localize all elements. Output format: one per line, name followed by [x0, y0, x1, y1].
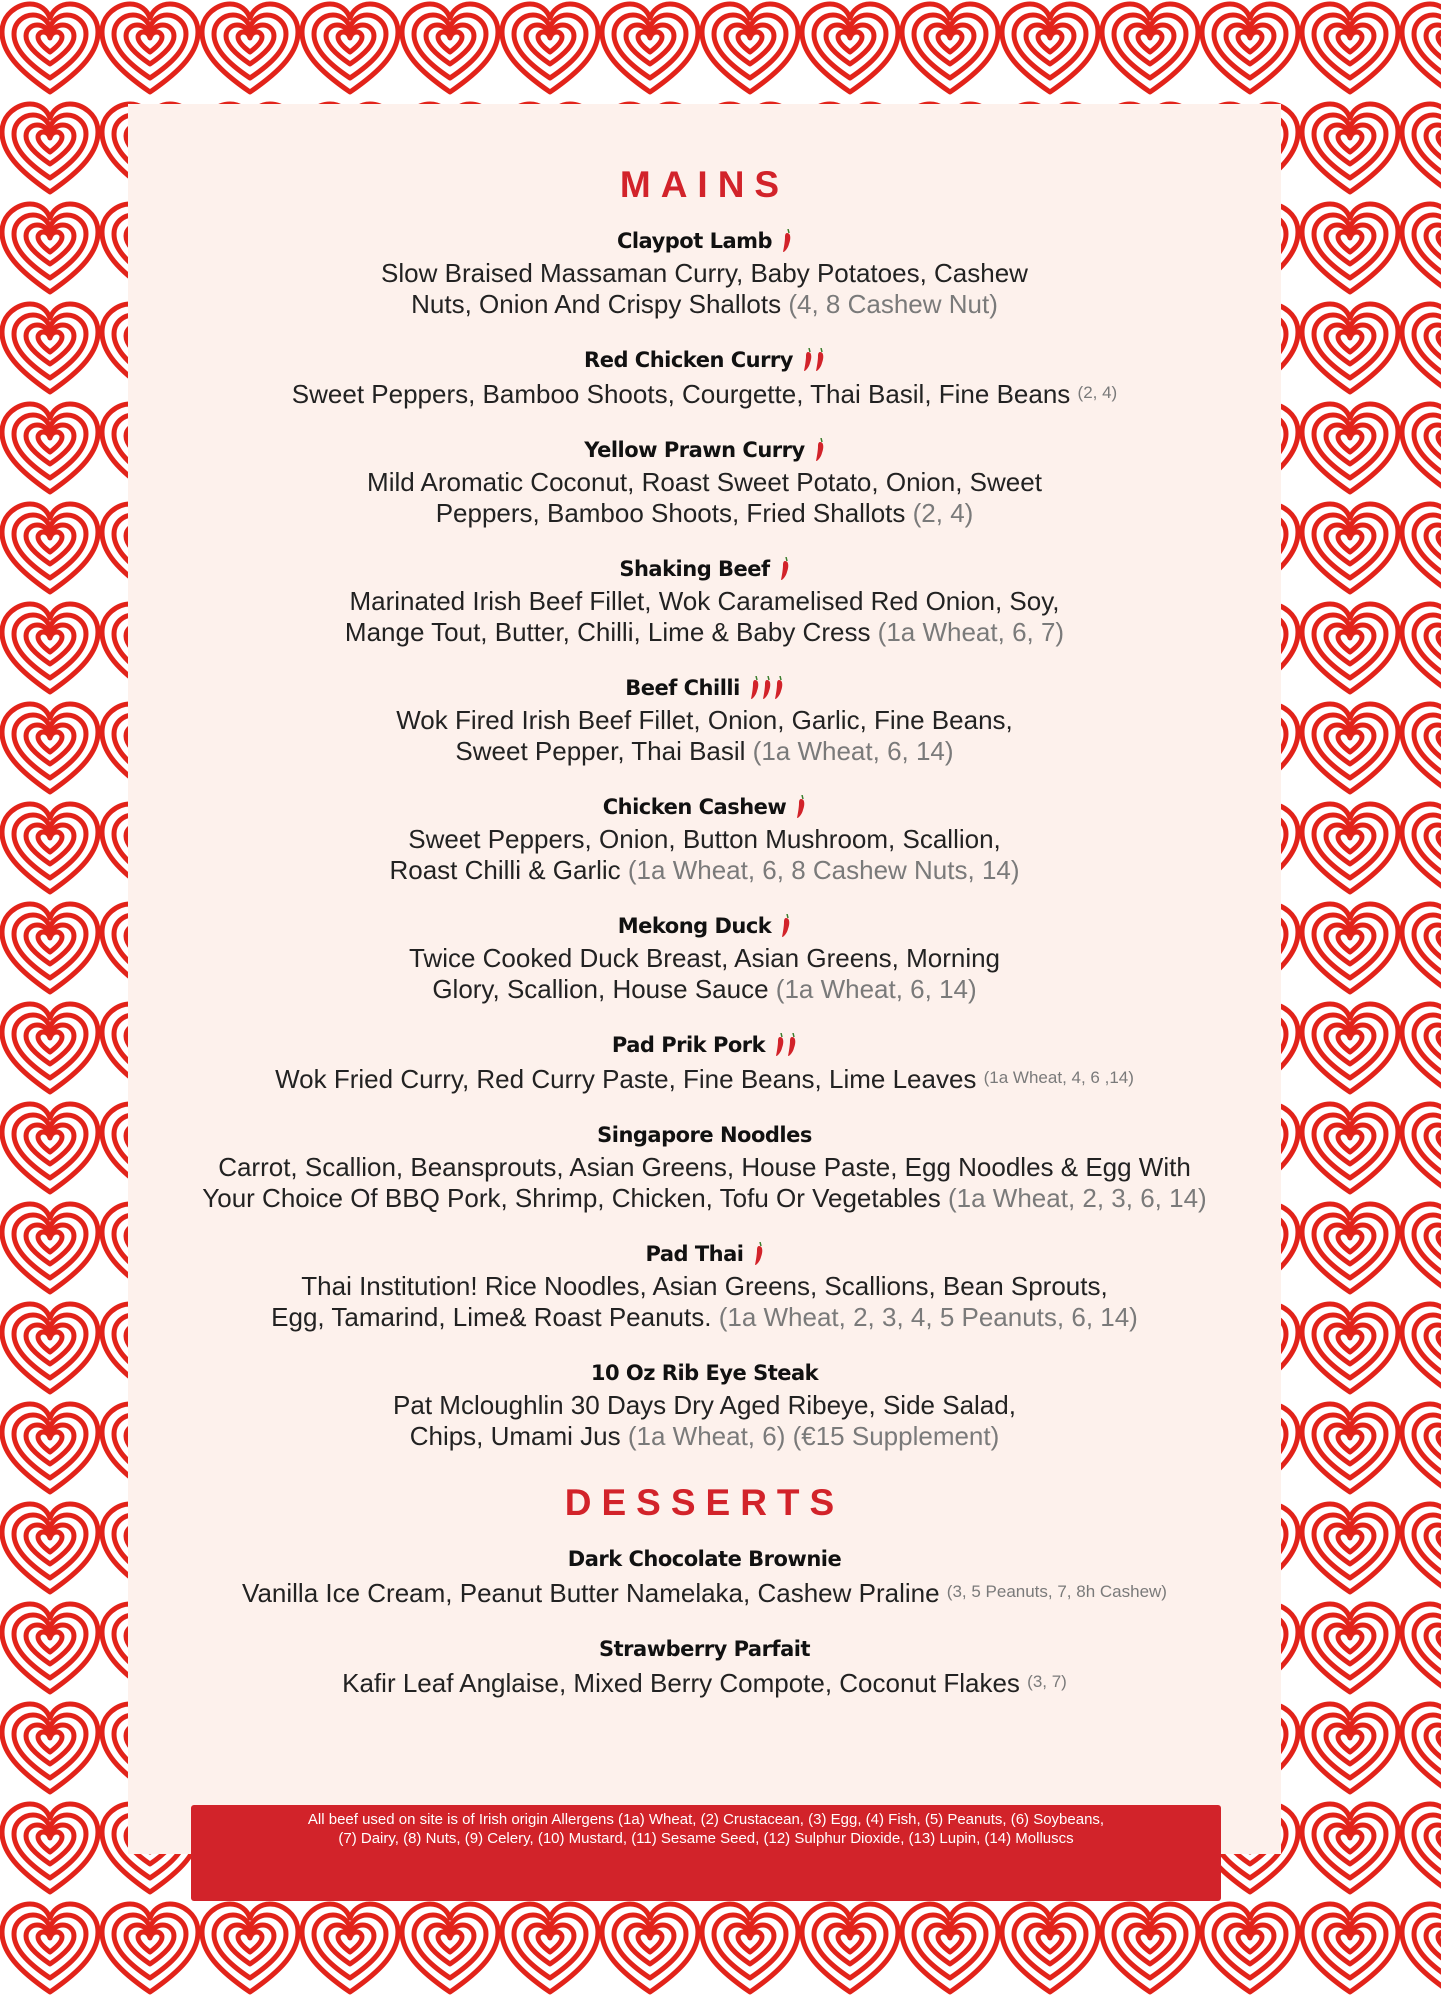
description-line [128, 467, 1281, 498]
menu-item-description [128, 1666, 1281, 1699]
description-text: Slow Braised Massaman Curry, Baby Potatoes, Cashew [381, 258, 1028, 288]
menu-content [128, 104, 1281, 1724]
spice-level [782, 229, 792, 253]
description-text: Peppers, Bamboo Shoots, Fried Shallots [435, 498, 913, 528]
menu-item-title-row [612, 1030, 797, 1060]
description-line [128, 1062, 1281, 1095]
description-text: Your Choice Of BBQ Pork, Shrimp, Chicken, Tofu Or Vegetables [202, 1183, 948, 1213]
menu-item [128, 673, 1281, 767]
spice-level [796, 795, 806, 819]
chilli-icon [815, 438, 825, 462]
description-line [128, 1271, 1281, 1302]
chilli-icon [787, 1033, 797, 1057]
description-line [128, 289, 1281, 320]
menu-item-description [128, 1152, 1281, 1214]
mains-section-title: MAINS [619, 164, 790, 205]
description-text: Carrot, Scallion, Beansprouts, Asian Greens, House Paste, Egg Noodles & Egg With [218, 1152, 1191, 1182]
description-text: Sweet Pepper, Thai Basil [455, 736, 753, 766]
description-line [128, 498, 1281, 529]
description-line [128, 586, 1281, 617]
description-text: Wok Fired Irish Beef Fillet, Onion, Garlic, Fine Beans, [396, 705, 1013, 735]
chilli-icon [781, 914, 791, 938]
menu-item [128, 1358, 1281, 1452]
description-text: Mild Aromatic Coconut, Roast Sweet Potato, Onion, Sweet [367, 467, 1042, 497]
description-text: Nuts, Onion And Crispy Shallots [411, 289, 789, 319]
description-text: Mange Tout, Butter, Chilli, Lime & Baby Cress [344, 617, 878, 647]
description-line [128, 1666, 1281, 1699]
allergen-codes: (2, 4) [1077, 383, 1118, 402]
menu-item-title-row [584, 345, 825, 375]
allergen-codes: (1a Wheat, 6) (€15 Supplement) [627, 1421, 1000, 1451]
allergen-codes: (1a Wheat, 6, 14) [775, 974, 977, 1004]
menu-item-description [128, 1576, 1281, 1609]
description-text: Sweet Peppers, Bamboo Shoots, Courgette, Thai Basil, Fine Beans [291, 379, 1078, 409]
menu-item [128, 345, 1281, 410]
footer-line: All beef used on site is of Irish origin Allergens (1a) Wheat, (2) Crustacean, (3) Egg, (4) Fish, (5) Peanuts, (6) Soybeans, [307, 1811, 1105, 1828]
chilli-icon [774, 676, 784, 700]
desserts-items [128, 1544, 1281, 1699]
menu-item-name: Singapore Noodles [597, 1123, 812, 1147]
spice-level [754, 1242, 764, 1266]
description-line [128, 377, 1281, 410]
description-line [128, 1576, 1281, 1609]
menu-item-name: Red Chicken Curry [584, 348, 793, 372]
menu-item-name: Dark Chocolate Brownie [567, 1547, 842, 1571]
description-text: Roast Chilli & Garlic [389, 855, 628, 885]
chilli-icon [750, 676, 760, 700]
description-text: Chips, Umami Jus [409, 1421, 628, 1451]
description-text: Wok Fried Curry, Red Curry Paste, Fine Beans, Lime Leaves [275, 1064, 984, 1094]
menu-item-title-row [619, 554, 789, 584]
menu-item-title-row [591, 1358, 818, 1388]
menu-item-name: Shaking Beef [619, 557, 770, 581]
spice-level [780, 557, 790, 581]
menu-item-title-row [618, 911, 792, 941]
menu-item-name: Mekong Duck [617, 914, 772, 938]
allergen-codes: (1a Wheat, 2, 3, 4, 5 Peanuts, 6, 14) [718, 1302, 1138, 1332]
description-line [128, 974, 1281, 1005]
allergen-codes: (4, 8 Cashew Nut) [788, 289, 998, 319]
allergen-codes: (1a Wheat, 2, 3, 6, 14) [948, 1183, 1207, 1213]
allergen-codes: (1a Wheat, 4, 6 ,14) [983, 1068, 1134, 1087]
menu-item-description [128, 1390, 1281, 1452]
chilli-icon [796, 795, 806, 819]
menu-item [128, 1544, 1281, 1609]
allergen-footer [191, 1805, 1221, 1901]
allergen-codes: (3, 7) [1027, 1672, 1067, 1691]
menu-item-name: Beef Chilli [625, 676, 740, 700]
menu-item-description [128, 824, 1281, 886]
menu-item-description [128, 1271, 1281, 1333]
menu-item-name: Pad Prik Pork [611, 1033, 766, 1057]
menu-item-name: 10 Oz Rib Eye Steak [590, 1361, 819, 1385]
menu-item-title-row [597, 1120, 812, 1150]
menu-item-title-row [584, 435, 824, 465]
description-text: Marinated Irish Beef Fillet, Wok Caramelised Red Onion, Soy, [349, 586, 1060, 616]
menu-item-name: Strawberry Parfait [599, 1637, 810, 1661]
menu-item-description [128, 467, 1281, 529]
menu-item-title-row [599, 1634, 810, 1664]
description-line [128, 1390, 1281, 1421]
menu-item-title-row [568, 1544, 841, 1574]
allergen-codes: (2, 4) [912, 498, 974, 528]
menu-item-name: Pad Thai [645, 1242, 744, 1266]
spice-level [781, 914, 791, 938]
menu-item [128, 911, 1281, 1005]
menu-item [128, 554, 1281, 648]
description-line [128, 617, 1281, 648]
chilli-icon [780, 557, 790, 581]
menu-item-description [128, 377, 1281, 410]
menu-item [128, 435, 1281, 529]
menu-item [128, 1239, 1281, 1333]
menu-item [128, 226, 1281, 320]
description-line [128, 258, 1281, 289]
description-line [128, 824, 1281, 855]
menu-item [128, 792, 1281, 886]
allergen-codes: (1a Wheat, 6, 8 Cashew Nuts, 14) [627, 855, 1020, 885]
description-line [128, 1302, 1281, 1333]
menu-item-description [128, 705, 1281, 767]
description-text: Twice Cooked Duck Breast, Asian Greens, Morning [408, 943, 1001, 973]
description-line [128, 855, 1281, 886]
chilli-icon [762, 676, 772, 700]
menu-item-title-row [603, 792, 807, 822]
menu-item-name: Chicken Cashew [602, 795, 787, 819]
menu-item-title-row [646, 1239, 764, 1269]
allergen-codes: (1a Wheat, 6, 7) [877, 617, 1065, 647]
chilli-icon [754, 1242, 764, 1266]
spice-level [775, 1033, 797, 1057]
description-text: Sweet Peppers, Onion, Button Mushroom, Scallion, [408, 824, 1001, 854]
menu-item-name: Yellow Prawn Curry [584, 438, 805, 462]
description-text: Glory, Scallion, House Sauce [432, 974, 776, 1004]
menu-item-description [128, 1062, 1281, 1095]
chilli-icon [775, 1033, 785, 1057]
chilli-icon [782, 229, 792, 253]
description-text: Egg, Tamarind, Lime& Roast Peanuts. [271, 1302, 719, 1332]
menu-item [128, 1120, 1281, 1214]
description-line [128, 736, 1281, 767]
description-text: Pat Mcloughlin 30 Days Dry Aged Ribeye, Side Salad, [393, 1390, 1016, 1420]
footer-line: (7) Dairy, (8) Nuts, (9) Celery, (10) Mustard, (11) Sesame Seed, (12) Sulphur Dioxide, (13) Lupin, (14) Molluscs [338, 1830, 1074, 1847]
chilli-icon [815, 348, 825, 372]
mains-items [128, 226, 1281, 1452]
menu-item-description [128, 586, 1281, 648]
description-text: Vanilla Ice Cream, Peanut Butter Namelaka, Cashew Praline [242, 1578, 947, 1608]
menu-item-name: Claypot Lamb [616, 229, 773, 253]
menu-item [128, 1634, 1281, 1699]
menu-item [128, 1030, 1281, 1095]
menu-item-description [128, 943, 1281, 1005]
description-line [128, 1421, 1281, 1452]
menu-item-description [128, 258, 1281, 320]
menu-item-title-row [625, 673, 784, 703]
menu-item-title-row [617, 226, 792, 256]
description-text: Thai Institution! Rice Noodles, Asian Greens, Scallions, Bean Sprouts, [301, 1271, 1108, 1301]
description-line [128, 943, 1281, 974]
allergen-codes: (3, 5 Peanuts, 7, 8h Cashew) [946, 1582, 1167, 1601]
chilli-icon [803, 348, 813, 372]
desserts-section-title: DESSERTS [564, 1482, 845, 1523]
spice-level [750, 676, 784, 700]
description-line [128, 1183, 1281, 1214]
description-line [128, 1152, 1281, 1183]
spice-level [803, 348, 825, 372]
description-line [128, 705, 1281, 736]
description-text: Kafir Leaf Anglaise, Mixed Berry Compote, Coconut Flakes [342, 1668, 1028, 1698]
allergen-codes: (1a Wheat, 6, 14) [752, 736, 954, 766]
spice-level [815, 438, 825, 462]
